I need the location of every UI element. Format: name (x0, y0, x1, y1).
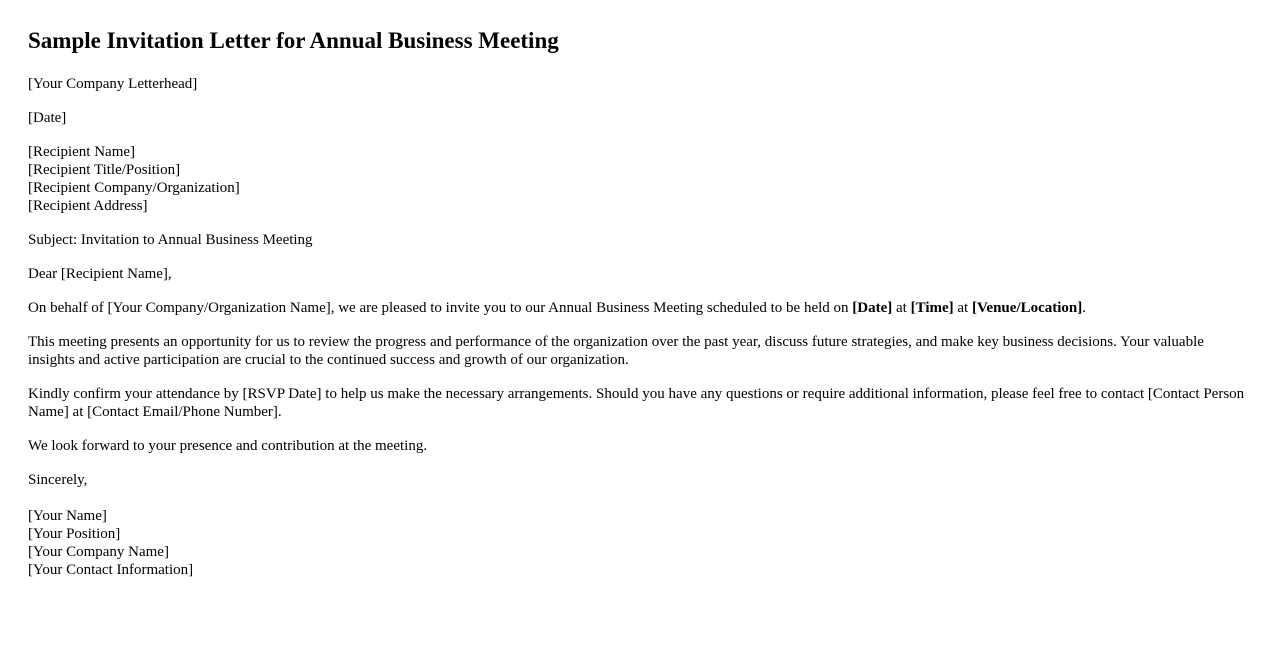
meeting-time: [Time] (910, 300, 954, 316)
paragraph-invitation (28, 299, 1250, 317)
signature-block (28, 507, 1250, 579)
recipient-company: [Recipient Company/Organization] (28, 180, 240, 196)
paragraph-purpose: This meeting presents an opportunity for us to review the progress and performance of the organization over the past year, discuss future strategies, and make key business decisions. Your valuable insights and active participation are crucial to the continued success and growth of our organization. (28, 334, 1204, 368)
sender-name: [Your Name] (28, 508, 107, 524)
paragraph-invitation-at-1: at (892, 300, 911, 316)
sender-company: [Your Company Name] (28, 544, 169, 560)
recipient-title: [Recipient Title/Position] (28, 162, 181, 178)
meeting-venue: [Venue/Location] (971, 300, 1083, 316)
paragraph-rsvp: Kindly confirm your attendance by [RSVP Date] to help us make the necessary arrangements. Should you have any questions or require additional information, please feel free to contact [Contact Person Name] at [Contact Email/Phone Number]. (28, 386, 1245, 420)
recipient-block (28, 143, 1250, 215)
recipient-address: [Recipient Address] (28, 198, 148, 214)
letter-date: [Date] (28, 110, 67, 126)
recipient-name: [Recipient Name] (28, 144, 136, 160)
meeting-date: [Date] (852, 300, 893, 316)
letterhead: [Your Company Letterhead] (28, 76, 198, 92)
sender-position: [Your Position] (28, 526, 121, 542)
subject-line: Subject: Invitation to Annual Business Meeting (28, 232, 313, 248)
paragraph-invitation-end: . (1082, 300, 1086, 316)
salutation: Dear [Recipient Name], (28, 266, 172, 282)
sender-contact: [Your Contact Information] (28, 562, 194, 578)
paragraph-closing-remark: We look forward to your presence and contribution at the meeting. (28, 438, 428, 454)
paragraph-invitation-intro: On behalf of [Your Company/Organization Name], we are pleased to invite you to our Annual Business Meeting scheduled to be held on (28, 300, 853, 316)
closing: Sincerely, (28, 472, 88, 488)
paragraph-invitation-at-2: at (953, 300, 972, 316)
page-title: Sample Invitation Letter for Annual Business Meeting (28, 28, 559, 53)
